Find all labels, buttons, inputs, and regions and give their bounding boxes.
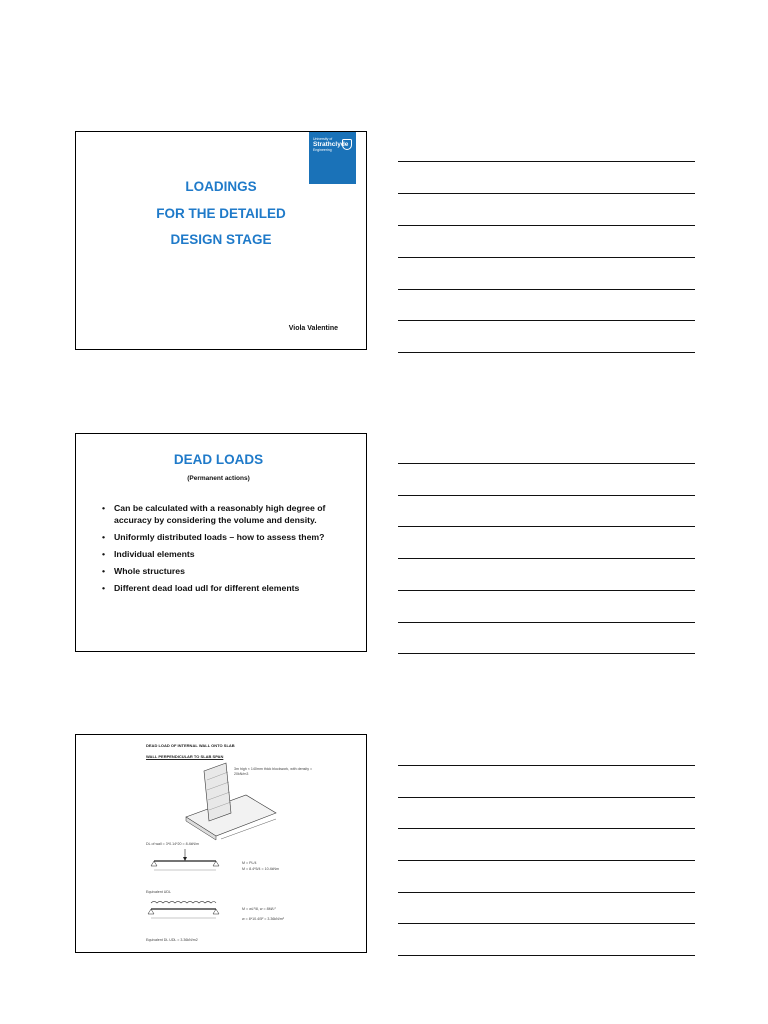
note-line	[398, 828, 695, 829]
support-right-2	[213, 909, 219, 914]
calc-line-6: Equivalent DL UDL = 3.36kN/m2	[146, 938, 198, 942]
wall-shape	[204, 763, 231, 821]
note-line	[398, 352, 695, 353]
slide-3-heading-1: DEAD LOAD OF INTERNAL WALL ONTO SLAB	[146, 743, 235, 748]
note-line	[398, 225, 695, 226]
note-line	[398, 289, 695, 290]
support-left-1	[151, 861, 157, 866]
calc-line-4: M = wL²/8, w = 8M/L²	[242, 907, 276, 911]
note-line	[398, 923, 695, 924]
slide-2-subtitle: (Permanent actions)	[187, 475, 250, 482]
slide-2-bullet-list	[102, 502, 338, 599]
slide-2-title: DEAD LOADS	[173, 452, 264, 467]
note-line	[398, 797, 695, 798]
slab-shape	[186, 795, 276, 836]
note-line	[398, 892, 695, 893]
calc-line-5: w = 8*10.4/5² = 3.36kN/m²	[242, 917, 284, 921]
slide-1-author: Viola Valentine	[288, 325, 338, 332]
logo-line-2: Strathclyde	[313, 141, 349, 148]
note-line	[398, 860, 695, 861]
bullet-item: • Different dead load udl for different elements	[102, 582, 338, 594]
note-line	[398, 193, 695, 194]
bullet-item: • Can be calculated with a reasonably high degree of accuracy by considering the volume and density.	[102, 502, 338, 526]
slide-1	[75, 131, 367, 350]
bullet-item: • Whole structures	[102, 565, 338, 577]
crest-icon	[342, 139, 352, 150]
note-line	[398, 653, 695, 654]
note-line	[398, 558, 695, 559]
udl-load	[151, 902, 216, 904]
slide-3-heading-2: WALL PERPENDICULAR TO SLAB SPAN	[146, 754, 224, 759]
wall-note: 3m high × 140mm thick blockwork, with density = 20kN/m3	[234, 767, 313, 776]
calc-line-2: M = PL/4	[242, 861, 257, 865]
note-line	[398, 463, 695, 464]
bullet-item: • Individual elements	[102, 548, 338, 560]
support-right-1	[213, 861, 219, 866]
logo-line-1: University of	[313, 137, 333, 141]
note-line	[398, 495, 695, 496]
slide-3	[75, 734, 367, 953]
calc-line-1: DL of wall = 3*0.14*20 = 8.4kN/m	[146, 842, 200, 846]
note-line	[398, 765, 695, 766]
wall-slab-diagram	[76, 735, 366, 952]
calc-line-3: M = 8.4*5/4 = 10.4kNm	[242, 867, 279, 871]
label-equivalent-udl: Equivalent UDL	[146, 890, 171, 894]
note-line	[398, 622, 695, 623]
slide-1-title-line-1: LOADINGS	[185, 179, 257, 194]
bullet-item: • Uniformly distributed loads – how to assess them?	[102, 531, 338, 543]
note-line	[398, 526, 695, 527]
slide-1-title-line-3: DESIGN STAGE	[170, 232, 272, 247]
note-line	[398, 161, 695, 162]
note-line	[398, 257, 695, 258]
slide-1-title-line-2: FOR THE DETAILED	[156, 206, 286, 221]
note-line	[398, 590, 695, 591]
logo-line-3: Engineering	[313, 148, 332, 152]
note-line	[398, 955, 695, 956]
university-logo	[309, 131, 356, 184]
support-left-2	[148, 909, 154, 914]
slide-2	[75, 433, 367, 652]
note-line	[398, 320, 695, 321]
